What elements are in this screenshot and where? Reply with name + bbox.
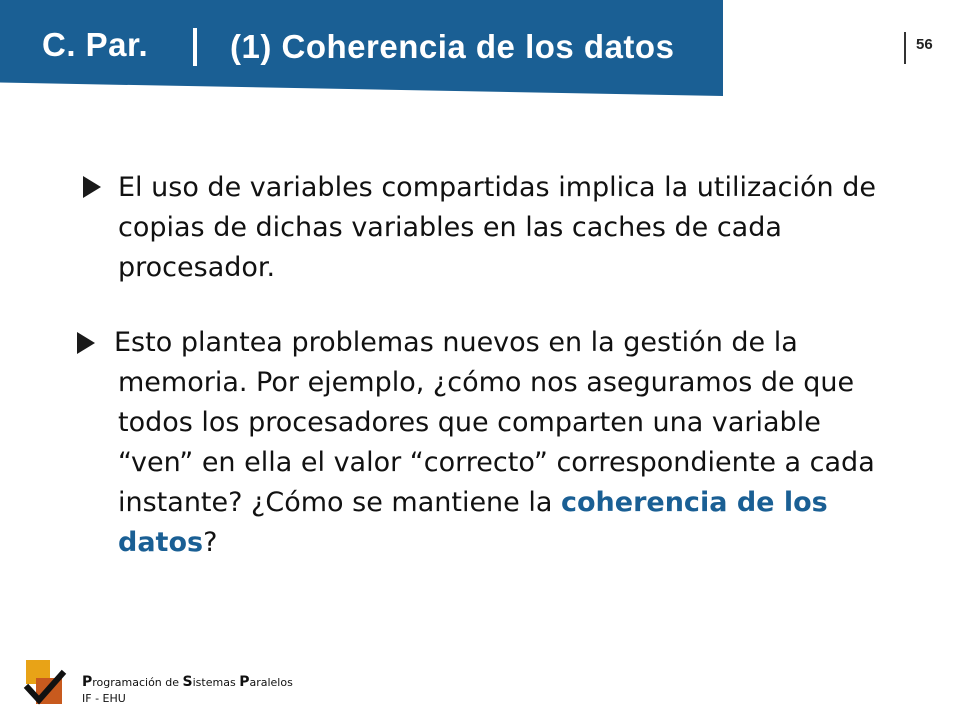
footer-rest-p: rogramación de xyxy=(92,676,183,689)
bullet-2-line-1: Esto plantea problemas nuevos en la gestión de la xyxy=(114,327,798,358)
bullet-2-line-2: memoria. Por ejemplo, ¿cómo nos aseguramos de que xyxy=(118,367,855,398)
bullet-2-line-4: “ven” en ella el valor “correcto” correspondiente a cada xyxy=(118,447,875,478)
emphasis-coherencia: coherencia de los xyxy=(561,487,828,518)
bullet-2-line-6 xyxy=(118,523,918,563)
checkmark-logo-icon xyxy=(22,660,68,706)
play-triangle-icon xyxy=(77,332,95,354)
footer-cap-s: S xyxy=(182,674,193,690)
footer-course-name xyxy=(82,674,293,691)
title-divider xyxy=(193,28,197,66)
footer-rest-pa: aralelos xyxy=(249,676,293,689)
footer-rest-s: istemas xyxy=(192,676,240,689)
bullet-1-text: El uso de variables compartidas implica la utilización de copias de dichas variables en las caches de cada procesador. xyxy=(118,172,876,283)
slide-title: (1) Coherencia de los datos xyxy=(230,28,675,65)
page-number: 56 xyxy=(916,36,933,53)
page-number-divider xyxy=(904,32,906,64)
footer-text xyxy=(82,674,293,707)
bullet-item-2 xyxy=(114,323,918,563)
play-triangle-icon xyxy=(83,176,101,198)
bullet-2-line-5-text: instante? ¿Cómo se mantiene la xyxy=(118,487,561,518)
bullet-2-line-3: todos los procesadores que comparten una variable xyxy=(118,407,821,438)
bullet-item-1 xyxy=(118,168,918,288)
check-mark-icon xyxy=(22,666,68,708)
bullet-2-line-6-end: ? xyxy=(203,527,218,558)
course-label: C. Par. xyxy=(42,26,149,63)
footer-org: IF - EHU xyxy=(82,692,126,705)
footer-cap-p: P xyxy=(82,674,93,690)
emphasis-datos: datos xyxy=(118,527,204,558)
footer-cap-pa: P xyxy=(239,674,250,690)
bullet-2-line-5 xyxy=(118,483,918,523)
